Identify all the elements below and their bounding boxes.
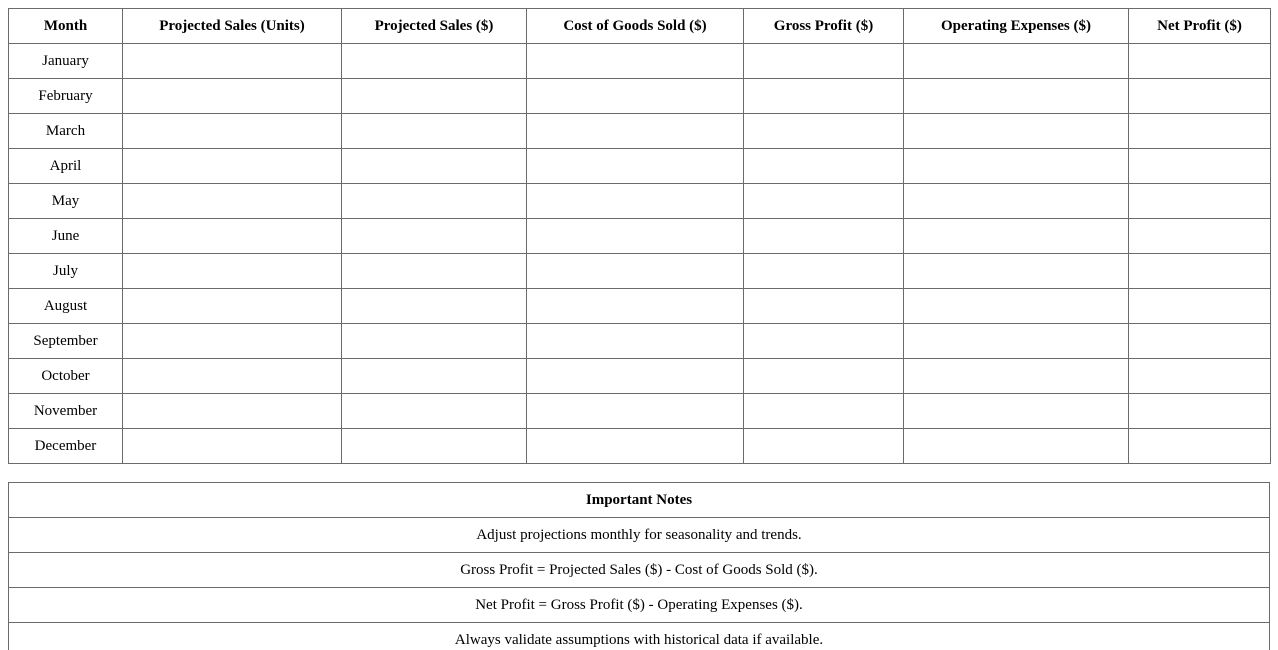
- note-row: [9, 518, 1270, 553]
- table-row: [9, 359, 1271, 394]
- note-text: Adjust projections monthly for seasonality and trends.: [9, 518, 1270, 553]
- note-text: Net Profit = Gross Profit ($) - Operating Expenses ($).: [9, 588, 1270, 623]
- empty-value-cell[interactable]: [1129, 219, 1271, 254]
- empty-value-cell[interactable]: [527, 149, 744, 184]
- empty-value-cell[interactable]: [904, 114, 1129, 149]
- note-row: [9, 588, 1270, 623]
- empty-value-cell[interactable]: [123, 289, 342, 324]
- important-notes-table: [8, 482, 1270, 650]
- month-cell: January: [9, 44, 123, 79]
- empty-value-cell[interactable]: [904, 219, 1129, 254]
- empty-value-cell[interactable]: [527, 114, 744, 149]
- empty-value-cell[interactable]: [904, 44, 1129, 79]
- empty-value-cell[interactable]: [744, 219, 904, 254]
- table-row: [9, 254, 1271, 289]
- empty-value-cell[interactable]: [1129, 149, 1271, 184]
- empty-value-cell[interactable]: [342, 254, 527, 289]
- month-cell: July: [9, 254, 123, 289]
- header-month: Month: [9, 9, 123, 44]
- empty-value-cell[interactable]: [744, 429, 904, 464]
- sales-projection-table: [8, 8, 1271, 464]
- empty-value-cell[interactable]: [342, 289, 527, 324]
- empty-value-cell[interactable]: [744, 254, 904, 289]
- empty-value-cell[interactable]: [1129, 429, 1271, 464]
- empty-value-cell[interactable]: [123, 219, 342, 254]
- month-cell: August: [9, 289, 123, 324]
- table-row: [9, 79, 1271, 114]
- empty-value-cell[interactable]: [527, 324, 744, 359]
- empty-value-cell[interactable]: [342, 149, 527, 184]
- empty-value-cell[interactable]: [1129, 79, 1271, 114]
- empty-value-cell[interactable]: [904, 429, 1129, 464]
- note-text: Always validate assumptions with historical data if available.: [9, 623, 1270, 650]
- table-row: [9, 114, 1271, 149]
- note-row: [9, 553, 1270, 588]
- empty-value-cell[interactable]: [744, 114, 904, 149]
- empty-value-cell[interactable]: [527, 219, 744, 254]
- header-net-profit: Net Profit ($): [1129, 9, 1271, 44]
- empty-value-cell[interactable]: [904, 394, 1129, 429]
- empty-value-cell[interactable]: [527, 44, 744, 79]
- empty-value-cell[interactable]: [123, 394, 342, 429]
- empty-value-cell[interactable]: [904, 149, 1129, 184]
- empty-value-cell[interactable]: [1129, 114, 1271, 149]
- empty-value-cell[interactable]: [1129, 324, 1271, 359]
- empty-value-cell[interactable]: [342, 114, 527, 149]
- table-row: [9, 324, 1271, 359]
- header-cost-of-goods-sold: Cost of Goods Sold ($): [527, 9, 744, 44]
- empty-value-cell[interactable]: [904, 184, 1129, 219]
- empty-value-cell[interactable]: [527, 359, 744, 394]
- month-cell: March: [9, 114, 123, 149]
- table-row: [9, 44, 1271, 79]
- empty-value-cell[interactable]: [744, 79, 904, 114]
- header-projected-sales-units: Projected Sales (Units): [123, 9, 342, 44]
- empty-value-cell[interactable]: [527, 289, 744, 324]
- empty-value-cell[interactable]: [342, 219, 527, 254]
- empty-value-cell[interactable]: [123, 324, 342, 359]
- notes-title: Important Notes: [9, 483, 1270, 518]
- header-projected-sales-dollars: Projected Sales ($): [342, 9, 527, 44]
- header-gross-profit: Gross Profit ($): [744, 9, 904, 44]
- empty-value-cell[interactable]: [123, 429, 342, 464]
- header-operating-expenses: Operating Expenses ($): [904, 9, 1129, 44]
- empty-value-cell[interactable]: [123, 114, 342, 149]
- empty-value-cell[interactable]: [342, 359, 527, 394]
- empty-value-cell[interactable]: [1129, 184, 1271, 219]
- empty-value-cell[interactable]: [744, 359, 904, 394]
- empty-value-cell[interactable]: [342, 79, 527, 114]
- month-rows: [9, 44, 1271, 464]
- empty-value-cell[interactable]: [904, 289, 1129, 324]
- empty-value-cell[interactable]: [527, 184, 744, 219]
- month-cell: November: [9, 394, 123, 429]
- empty-value-cell[interactable]: [342, 429, 527, 464]
- month-cell: June: [9, 219, 123, 254]
- month-cell: October: [9, 359, 123, 394]
- empty-value-cell[interactable]: [123, 44, 342, 79]
- empty-value-cell[interactable]: [123, 79, 342, 114]
- empty-value-cell[interactable]: [1129, 254, 1271, 289]
- empty-value-cell[interactable]: [527, 429, 744, 464]
- empty-value-cell[interactable]: [744, 149, 904, 184]
- empty-value-cell[interactable]: [744, 324, 904, 359]
- empty-value-cell[interactable]: [342, 184, 527, 219]
- empty-value-cell[interactable]: [744, 184, 904, 219]
- table-row: [9, 219, 1271, 254]
- empty-value-cell[interactable]: [1129, 394, 1271, 429]
- month-cell: May: [9, 184, 123, 219]
- empty-value-cell[interactable]: [123, 359, 342, 394]
- month-cell: April: [9, 149, 123, 184]
- empty-value-cell[interactable]: [904, 254, 1129, 289]
- empty-value-cell[interactable]: [744, 44, 904, 79]
- empty-value-cell[interactable]: [904, 324, 1129, 359]
- empty-value-cell[interactable]: [123, 149, 342, 184]
- empty-value-cell[interactable]: [744, 394, 904, 429]
- empty-value-cell[interactable]: [904, 359, 1129, 394]
- table-row: [9, 289, 1271, 324]
- empty-value-cell[interactable]: [904, 79, 1129, 114]
- empty-value-cell[interactable]: [123, 184, 342, 219]
- table-row: [9, 149, 1271, 184]
- notes-title-row: [9, 483, 1270, 518]
- table-row: [9, 184, 1271, 219]
- note-row: [9, 623, 1270, 650]
- empty-value-cell[interactable]: [342, 324, 527, 359]
- empty-value-cell[interactable]: [342, 44, 527, 79]
- notes-rows: [9, 518, 1270, 650]
- table-row: [9, 394, 1271, 429]
- month-cell: February: [9, 79, 123, 114]
- note-text: Gross Profit = Projected Sales ($) - Cost of Goods Sold ($).: [9, 553, 1270, 588]
- empty-value-cell[interactable]: [1129, 44, 1271, 79]
- empty-value-cell[interactable]: [123, 254, 342, 289]
- month-cell: December: [9, 429, 123, 464]
- empty-value-cell[interactable]: [1129, 359, 1271, 394]
- empty-value-cell[interactable]: [342, 394, 527, 429]
- table-header-row: [9, 9, 1271, 44]
- empty-value-cell[interactable]: [527, 254, 744, 289]
- table-row: [9, 429, 1271, 464]
- empty-value-cell[interactable]: [1129, 289, 1271, 324]
- month-cell: September: [9, 324, 123, 359]
- empty-value-cell[interactable]: [527, 394, 744, 429]
- empty-value-cell[interactable]: [744, 289, 904, 324]
- empty-value-cell[interactable]: [527, 79, 744, 114]
